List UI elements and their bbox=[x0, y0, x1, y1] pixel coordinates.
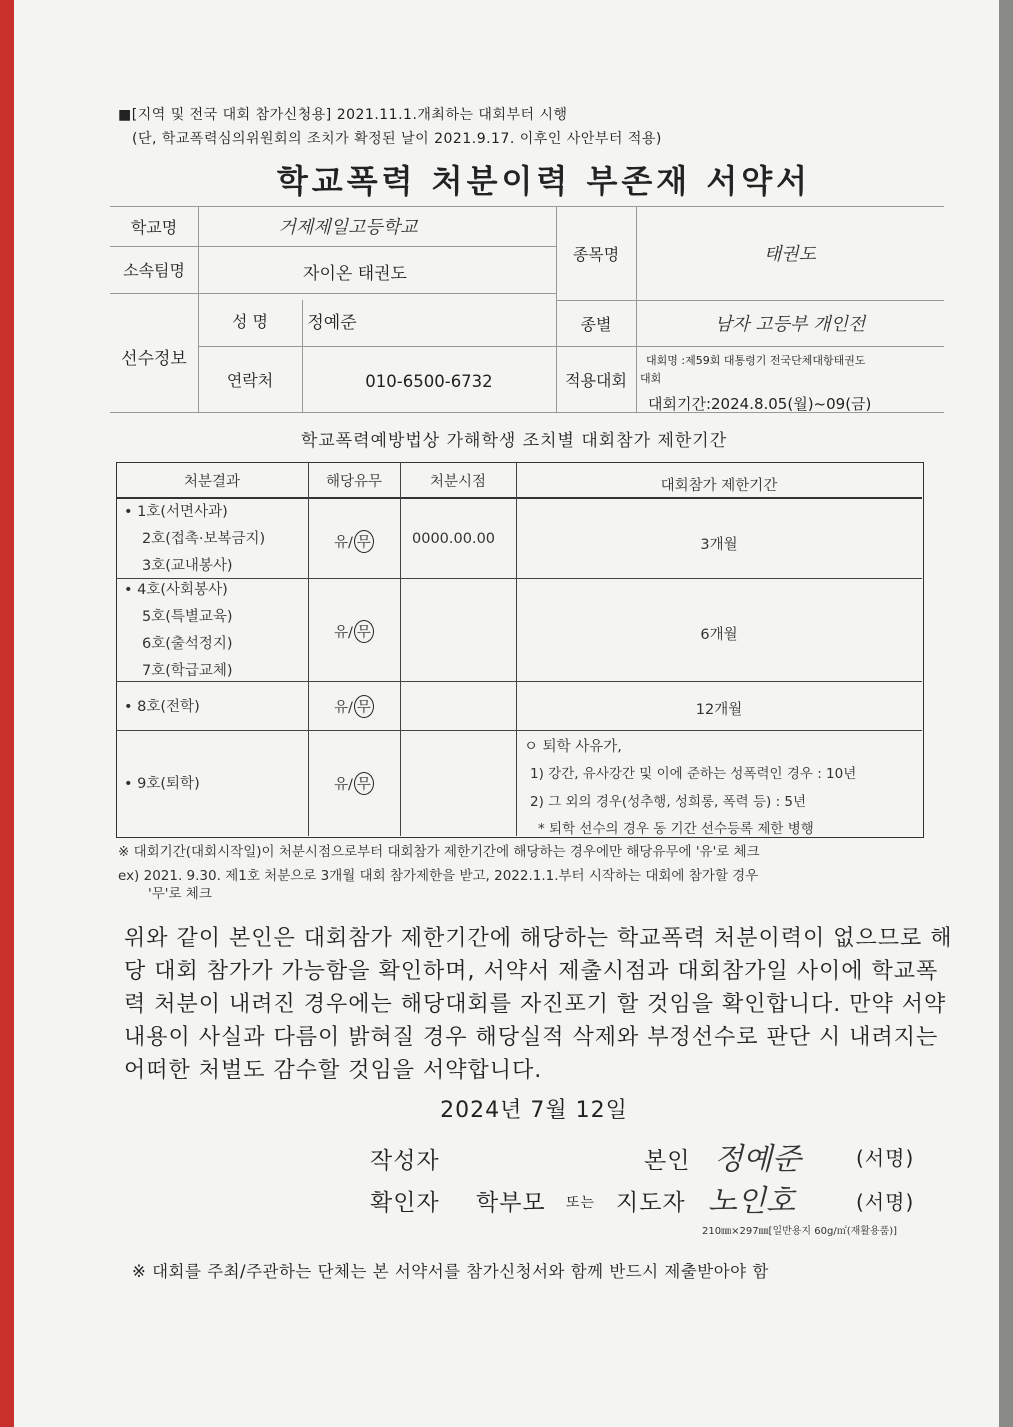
category-label: 종별 bbox=[580, 314, 612, 334]
writer-label: 작성자 bbox=[370, 1148, 440, 1174]
table-note-2: ex) 2021. 9.30. 제1호 처분으로 3개월 대회 참가제한을 받고, 2022.1.1.부터 시작하는 대회에 참가할 경우 bbox=[118, 868, 759, 884]
document-title: 학교폭력 처분이력 부존재 서약서 bbox=[276, 162, 812, 200]
expulsion-line: ㅇ 퇴학 사유가, bbox=[524, 739, 622, 755]
expulsion-line: 2) 그 외의 경우(성추행, 성희롱, 폭력 등) : 5년 bbox=[530, 794, 807, 810]
pledge-paragraph: 위와 같이 본인은 대회참가 제한기간에 해당하는 학교폭력 처분이력이 없으므로 해당 대회 참가가 가능함을 확인하며, 서약서 제출시점과 대회참가일 사이에 학교폭력 처분이 내려진 경우에는 해당대회를 자진포기 할 것임을 확인합니다. 만약 서약내용이 사실과 다름이 밝혀질 경우 해당실적 삭제와 부정선수로 판단 시 내려지는 어떠한 처벌도 감수할 것임을 서약합니다. bbox=[124, 926, 953, 1083]
footnote: ※ 대회를 주최/주관하는 단체는 본 서약서를 참가신청서와 함께 반드시 제출받아야 함 bbox=[132, 1262, 769, 1281]
coach-signature: 노인호 bbox=[708, 1184, 795, 1219]
event-name: 대회명 :제59회 대통령기 전국단체대항태권도 bbox=[646, 354, 866, 367]
table-row-divider bbox=[116, 730, 922, 731]
restriction-period: 12개월 bbox=[695, 702, 743, 718]
restriction-subtitle: 학교폭력예방법상 가해학생 조치별 대회참가 제한기간 bbox=[300, 431, 728, 451]
sport-value: 태권도 bbox=[763, 244, 817, 265]
self-signature: 정예준 bbox=[714, 1142, 801, 1177]
restriction-period: 3개월 bbox=[700, 537, 738, 553]
table-col-divider bbox=[400, 462, 401, 836]
result-item: • 1호(서면사과) bbox=[124, 504, 228, 520]
paper-spec: 210㎜×297㎜[일반용지 60g/㎡(재활용품)] bbox=[702, 1226, 898, 1237]
athlete-info-label: 선수정보 bbox=[121, 348, 187, 369]
table-row-divider bbox=[116, 578, 922, 579]
table-header-divider bbox=[116, 497, 922, 499]
school-value: 거제제일고등학교 bbox=[278, 217, 418, 238]
team-value: 자이온 태권도 bbox=[303, 264, 407, 284]
yes-no-check: 유/ 무 bbox=[334, 620, 374, 643]
sign-mark: (서명) bbox=[856, 1190, 915, 1214]
document-paper bbox=[14, 0, 999, 1427]
yes-no-check: 유/ 무 bbox=[334, 530, 374, 553]
no-circled: 무 bbox=[354, 695, 374, 718]
table-note-3: '무'로 체크 bbox=[148, 886, 212, 902]
event-period: 대회기간:2024.8.05(월)~09(금) bbox=[648, 394, 872, 413]
sign-mark: (서명) bbox=[856, 1146, 915, 1170]
result-item: 2호(접촉·보복금지) bbox=[142, 531, 266, 547]
contact-label: 연락처 bbox=[226, 370, 274, 390]
signing-date: 2024년 7월 12일 bbox=[440, 1098, 628, 1123]
coach-label: 지도자 bbox=[616, 1190, 686, 1216]
contact-value: 010-6500-6732 bbox=[365, 371, 493, 391]
table-header: 해당유무 bbox=[325, 474, 383, 490]
yes-no-check: 유/ 무 bbox=[334, 772, 374, 795]
header-line-1: ■[지역 및 전국 대회 참가신청용] 2021.11.1.개최하는 대회부터 시행 bbox=[118, 107, 568, 123]
result-item: • 9호(퇴학) bbox=[124, 776, 200, 792]
table-header: 처분시점 bbox=[429, 474, 487, 490]
disposition-date: 0000.00.00 bbox=[412, 531, 496, 547]
self-label: 본인 bbox=[644, 1148, 691, 1174]
expulsion-line: 1) 강간, 유사강간 및 이에 준하는 성폭력인 경우 : 10년 bbox=[530, 766, 857, 782]
table-header: 대회참가 제한기간 bbox=[660, 478, 778, 494]
result-item: 6호(출석정지) bbox=[142, 636, 233, 652]
restriction-period: 6개월 bbox=[700, 627, 738, 643]
yes-no-check: 유/ 무 bbox=[334, 695, 374, 718]
result-item: 7호(학급교체) bbox=[142, 663, 233, 679]
category-value: 남자 고등부 개인전 bbox=[714, 314, 866, 335]
table-row-divider bbox=[116, 681, 922, 682]
confirmer-label: 확인자 bbox=[370, 1190, 440, 1216]
table-col-divider bbox=[516, 462, 517, 836]
event-label: 적용대회 bbox=[565, 370, 627, 390]
school-label: 학교명 bbox=[130, 217, 178, 237]
parent-label: 학부모 bbox=[476, 1190, 546, 1216]
table-header: 처분결과 bbox=[183, 474, 241, 490]
result-item: 3호(교내봉사) bbox=[142, 558, 233, 574]
table-note-1: ※ 대회기간(대회시작일)이 처분시점으로부터 대회참가 제한기간에 해당하는 경우에만 해당유무에 '유'로 체크 bbox=[118, 844, 760, 860]
red-background-strip bbox=[0, 0, 14, 1427]
or-label: 또는 bbox=[566, 1195, 596, 1211]
no-circled: 무 bbox=[354, 620, 374, 643]
result-item: • 8호(전학) bbox=[124, 699, 200, 715]
name-value: 정예준 bbox=[307, 312, 357, 333]
sport-label: 종목명 bbox=[572, 244, 620, 264]
no-circled: 무 bbox=[354, 530, 374, 553]
expulsion-line: * 퇴학 선수의 경우 동 기간 선수등록 제한 병행 bbox=[538, 821, 814, 837]
result-item: 5호(특별교육) bbox=[142, 609, 233, 625]
name-label: 성 명 bbox=[232, 311, 268, 331]
header-line-2: (단, 학교폭력심의위원회의 조치가 확정된 날이 2021.9.17. 이후인 사안부터 적용) bbox=[132, 131, 662, 147]
no-circled: 무 bbox=[354, 772, 374, 795]
event-name-cont: 대회 bbox=[640, 372, 662, 385]
result-item: • 4호(사회봉사) bbox=[124, 582, 228, 598]
table-col-divider bbox=[308, 462, 309, 836]
team-label: 소속팀명 bbox=[123, 261, 185, 280]
